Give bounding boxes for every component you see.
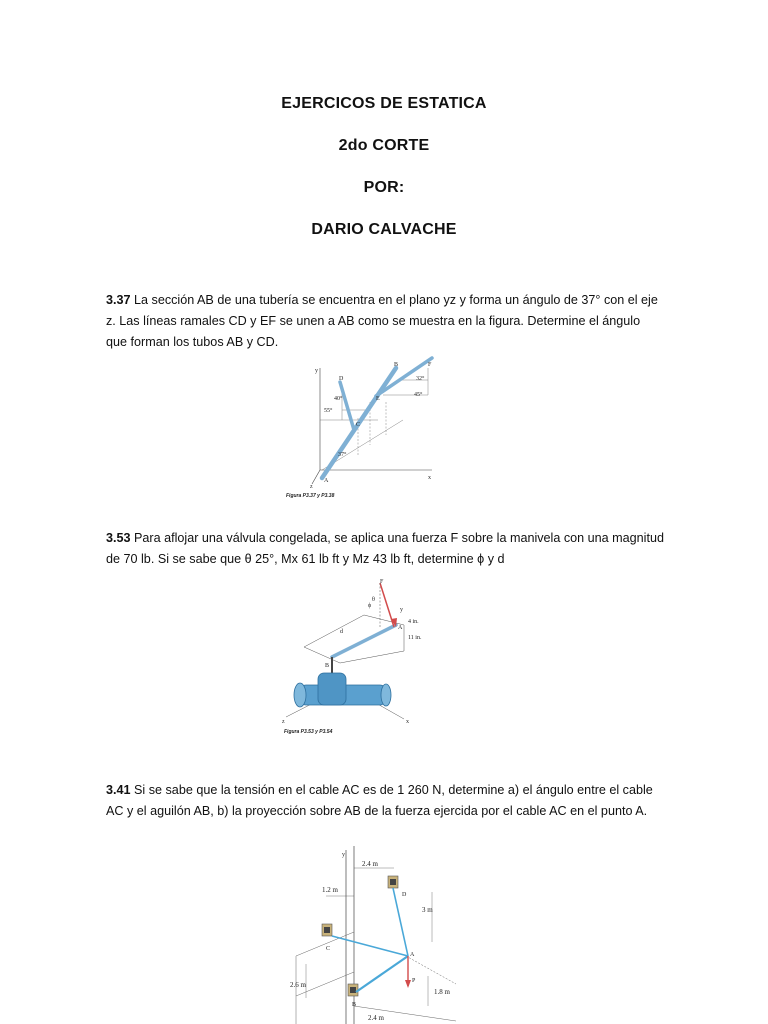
dimension-11in-label: 11 in. [408, 635, 422, 641]
point-a-label: A [410, 952, 415, 958]
valve-body [318, 673, 346, 705]
theta-label: θ [372, 597, 375, 603]
figure-boom-cable [286, 846, 466, 1024]
figure-caption: Figura P3.37 y P3.38 [286, 493, 335, 499]
problem-statement: Si se sabe que la tensión en el cable AC es de 1 260 N, determine a) el ángulo entre el cable AC y el aguilón AB, b) la proyección sobre AB de la fuerza ejercida por el cable AC en el punto A. [106, 783, 653, 818]
point-b-label: B [352, 1002, 357, 1008]
figure-caption: Figura P3.53 y P3.54 [284, 729, 333, 735]
point-b-label: B [394, 362, 399, 368]
author-prefix: POR: [363, 179, 405, 196]
dimension-4in-label: 4 in. [408, 619, 419, 625]
point-c-label: C [326, 946, 331, 952]
problem-3-41 [106, 780, 664, 822]
problem-3-53 [106, 528, 664, 570]
angle-32-label: 32° [416, 376, 425, 382]
problem-number: 3.41 [106, 783, 131, 797]
dimension-1-2m: 1.2 m [322, 886, 338, 894]
point-e-label: E [376, 396, 380, 402]
axis-x-label: x [428, 475, 431, 481]
point-a-label: A [398, 625, 403, 631]
point-d-label: D [339, 376, 344, 382]
axis-y-label: y [315, 368, 318, 374]
dimension-3m: 3 m [422, 906, 433, 914]
boom-ab [356, 956, 408, 992]
axis-y-label: y [342, 852, 345, 858]
document-title: EJERCICOS DE ESTATICA [281, 95, 487, 112]
point-c-label: C [356, 422, 361, 428]
axis-z-label: z [310, 484, 313, 490]
dimension-2-6m: 2.6 m [290, 981, 306, 989]
point-a-label: A [324, 478, 329, 484]
problem-statement: La sección AB de una tubería se encuentra en el plano yz y forma un ángulo de 37° con el eje z. Las líneas ramales CD y EF se unen a AB como se muestra en la figura. Determine el ángulo que forman los tubos AB y CD. [106, 293, 658, 349]
dimension-1-8m: 1.8 m [434, 988, 450, 996]
figure-valve-handle [274, 577, 444, 737]
load-p-label: P [412, 978, 416, 984]
problem-statement: Para aflojar una válvula congelada, se aplica una fuerza F sobre la manivela con una magnitud de 70 lb. Si se sabe que θ 25°, Mx 61 lb ft y Mz 43 lb ft, determine ϕ y d [106, 531, 664, 566]
author-name: DARIO CALVACHE [311, 221, 457, 238]
point-d-label: D [402, 892, 407, 898]
angle-45-label: 45° [414, 392, 423, 398]
axis-x-label: x [406, 719, 409, 725]
axis-y-label: y [400, 607, 403, 613]
axis-z-label: z [282, 719, 285, 725]
force-f-label: F [380, 579, 384, 585]
point-f-label: F [428, 362, 432, 368]
angle-55-label: 55° [324, 408, 333, 414]
problem-3-37 [106, 290, 664, 353]
dimension-d-label: d [340, 629, 343, 635]
phi-label: ϕ [368, 603, 372, 609]
figure-pipe-branches [286, 360, 448, 504]
problem-number: 3.37 [106, 293, 131, 307]
dimension-2-4m-bottom: 2.4 m [368, 1014, 384, 1022]
cable-ad [393, 888, 408, 956]
document-subtitle: 2do CORTE [338, 137, 430, 154]
cable-ac [332, 936, 408, 956]
problem-number: 3.53 [106, 531, 131, 545]
point-b-label: B [325, 663, 330, 669]
dimension-2-4m-top: 2.4 m [362, 860, 378, 868]
angle-37-label: 37° [338, 452, 347, 458]
angle-40-label: 40° [334, 396, 343, 402]
